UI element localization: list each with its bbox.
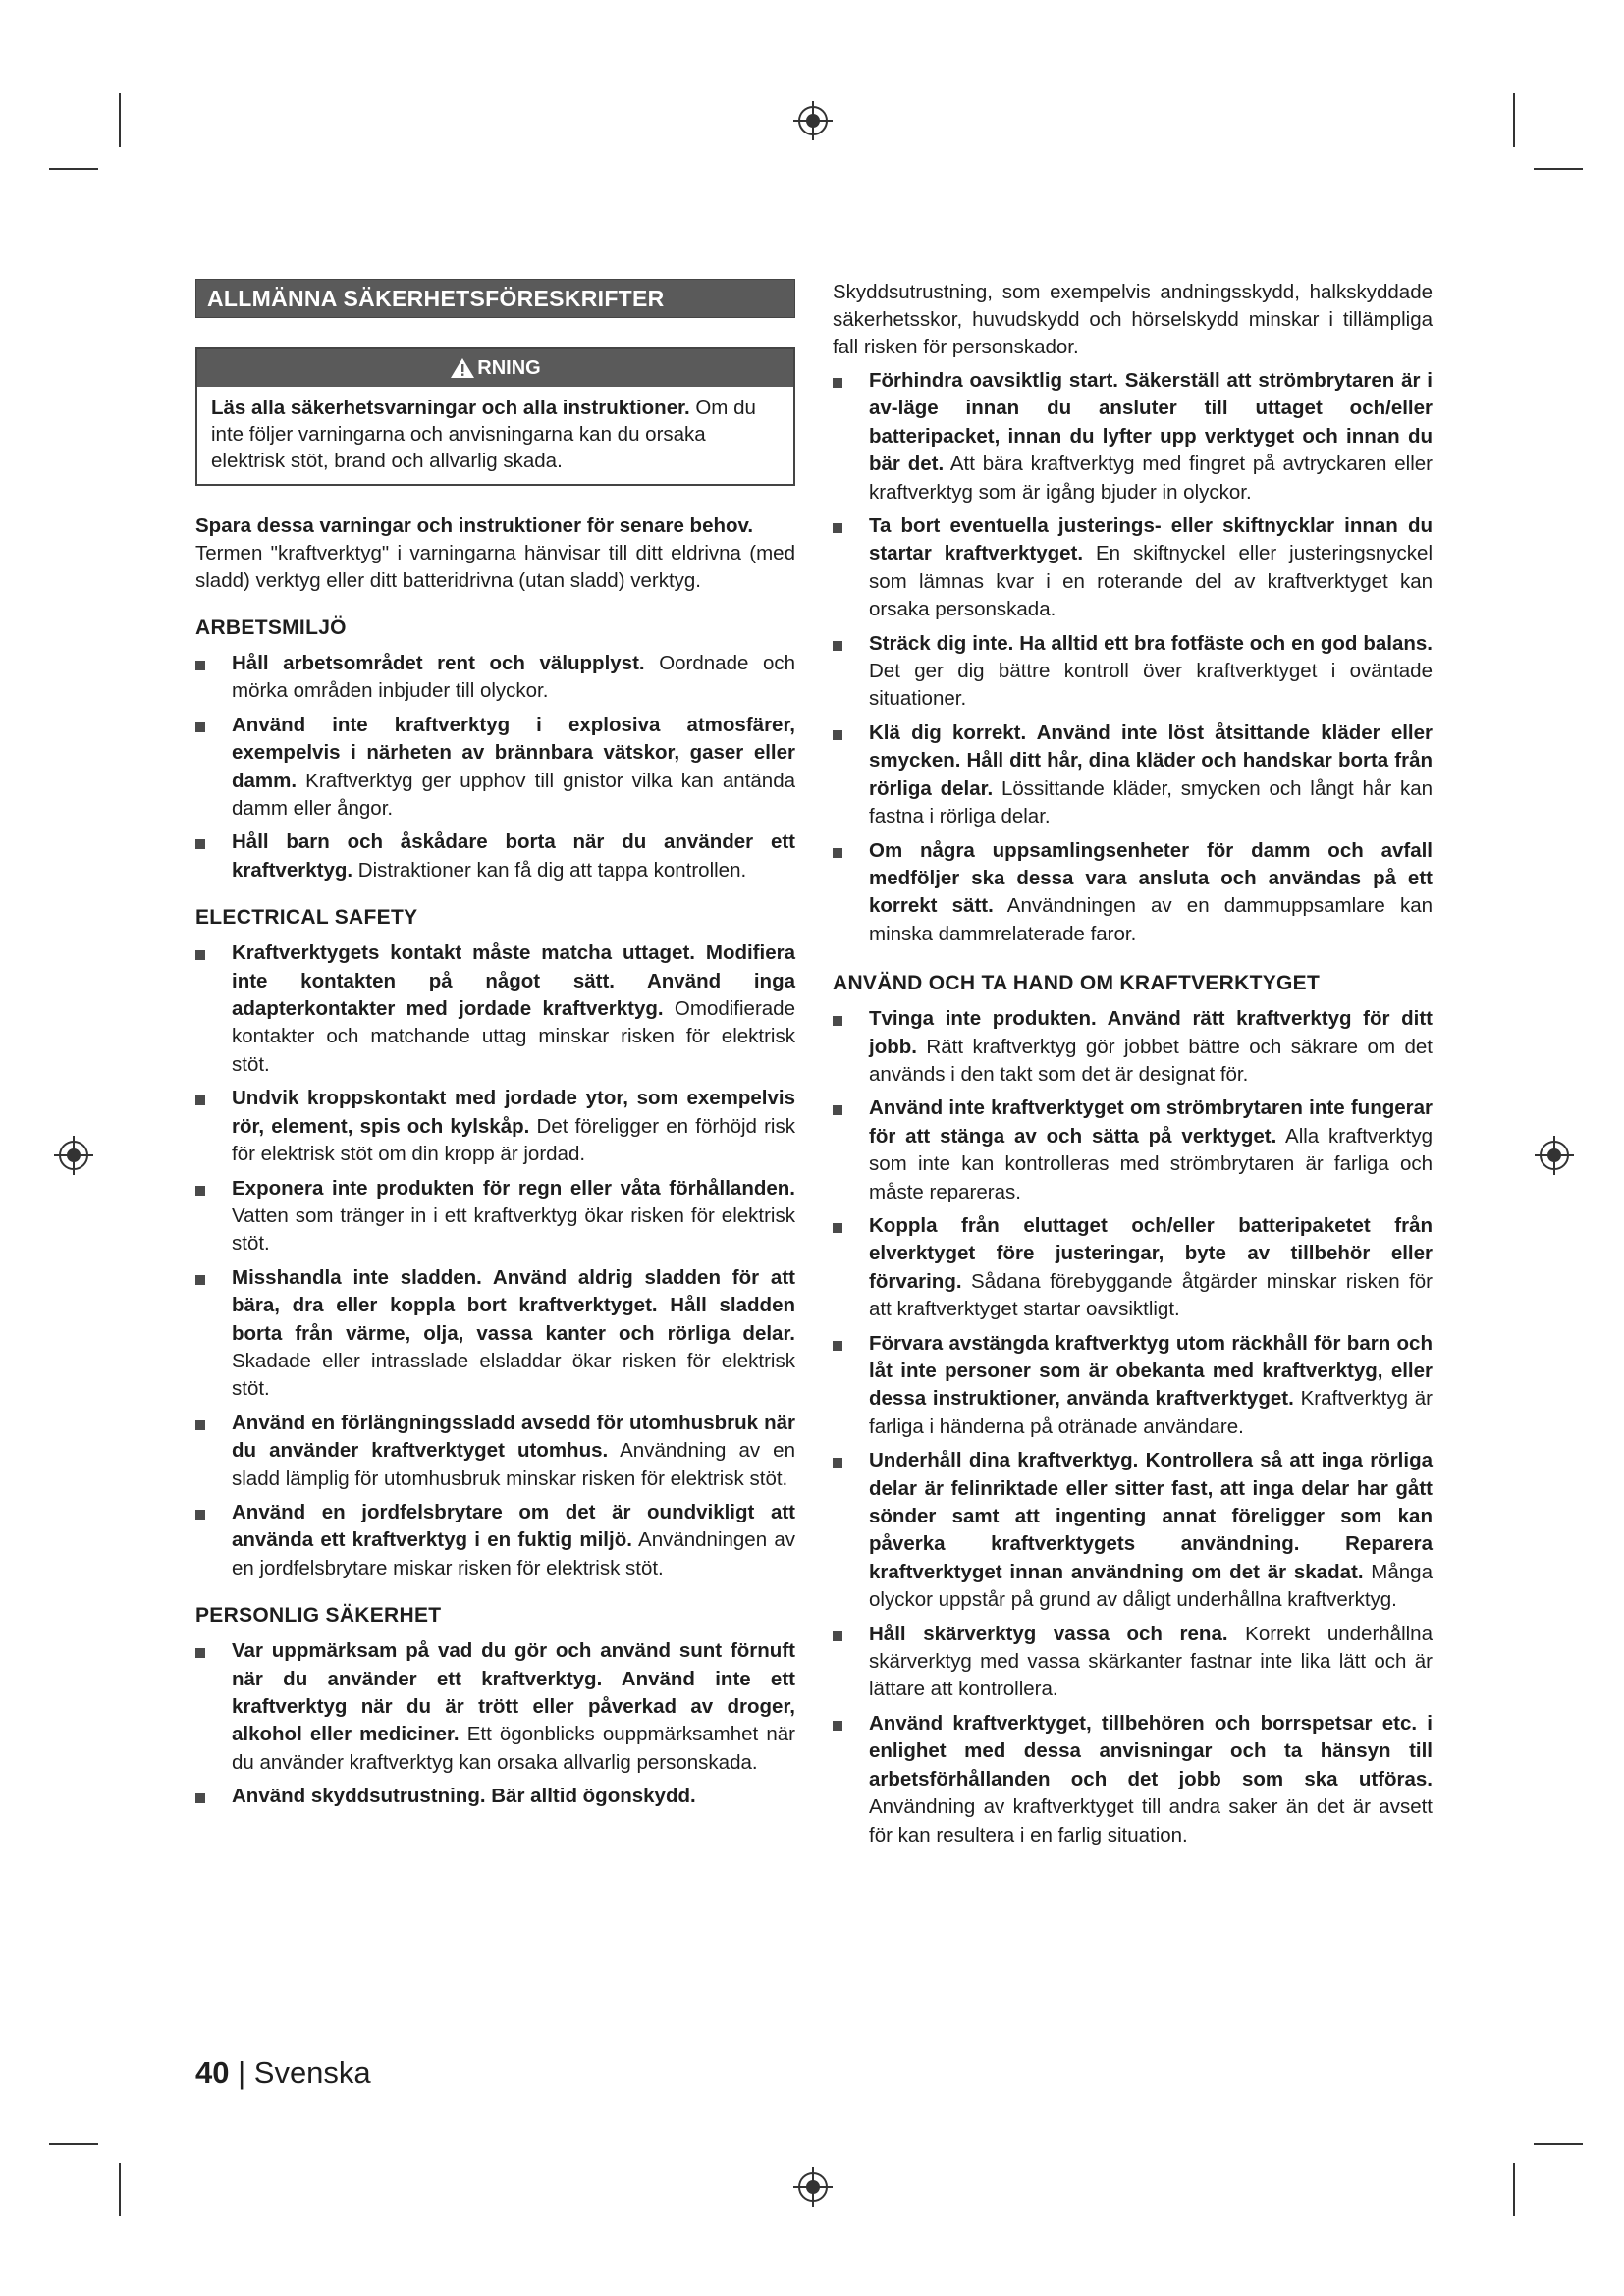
warning-box <box>195 347 795 486</box>
bullet-square-icon <box>195 1275 205 1285</box>
bullet-square-icon <box>195 722 205 732</box>
list-item <box>833 720 1433 831</box>
item-bold: Förhindra oavsiktlig start. Säkerställ att strömbrytaren är i av-läge innan du ansluter till uttaget och/eller batteripacket, innan du lyfter upp verktyget och innan du bär det. <box>869 369 1433 476</box>
list-item <box>195 1085 795 1168</box>
item-bold: Undvik kroppskontakt med jordade ytor, som exempelvis rör, element, spis och kylskåp. <box>232 1087 795 1138</box>
list-item <box>195 1499 795 1582</box>
item-text: Sådana förebyggande åtgärder minskar risken för att kraftverktyget startar oavsiktligt. <box>869 1269 1433 1321</box>
use-and-care-list <box>833 1005 1433 1849</box>
bullet-square-icon <box>195 1510 205 1520</box>
footer-language: Svenska <box>253 2056 371 2090</box>
footer-separator: | <box>229 2056 254 2090</box>
item-bold: Klä dig korrekt. Använd inte löst åtsittande kläder eller smycken. Håll ditt hår, dina kläder och handskar borta från rörliga delar. <box>869 721 1433 800</box>
item-text: Användning av en sladd lämplig för utomhusbruk minskar risken för elektrisk stöt. <box>232 1439 795 1490</box>
personal-safety-list <box>195 1637 795 1810</box>
item-bold: Förvara avstängda kraftverktyg utom räckhåll för barn och låt inte personer som är obekanta med kraftverktyg, eller dessa instruktioner, använda kraftverktyget. <box>869 1331 1433 1411</box>
item-bold: Använd inte kraftverktyg i explosiva atmosfärer, exempelvis i närheten av brännbara vätskor, gaser eller damm. <box>232 713 795 792</box>
list-item <box>195 1410 795 1493</box>
list-item <box>833 1212 1433 1324</box>
left-column <box>195 279 795 1817</box>
bullet-square-icon <box>833 1458 842 1468</box>
crop-mark <box>119 2163 121 2216</box>
registration-mark-icon <box>790 98 836 143</box>
warning-body <box>197 387 793 484</box>
crop-mark <box>49 168 98 170</box>
item-text: Vatten som tränger in i ett kraftverktyg ökar risken för elektrisk stöt. <box>232 1203 795 1255</box>
list-item <box>195 828 795 884</box>
bullet-square-icon <box>833 641 842 651</box>
list-item <box>195 1783 795 1810</box>
electrical-safety-list <box>195 939 795 1582</box>
registration-mark-icon <box>1532 1133 1577 1178</box>
crop-mark <box>119 93 121 147</box>
item-text: Rätt kraftverktyg gör jobbet bättre och säkrare om det används i den takt som det är designat för. <box>869 1035 1433 1086</box>
registration-mark-icon <box>790 2164 836 2210</box>
heading-work-area: ARBETSMILJÖ <box>195 616 347 639</box>
warning-header <box>197 349 793 387</box>
crop-mark <box>1513 2163 1515 2216</box>
bullet-square-icon <box>195 1793 205 1803</box>
item-text: Användningen av en jordfelsbrytare miskar risken för elektrisk stöt. <box>232 1528 795 1579</box>
bullet-square-icon <box>833 1631 842 1641</box>
item-bold: Använd en jordfelsbrytare om det är oundvikligt att använda ett kraftverktyg i en fuktig miljö. <box>232 1500 795 1552</box>
list-item <box>195 1175 795 1258</box>
heading-electrical-safety: ELECTRICAL SAFETY <box>195 906 418 930</box>
item-bold: Koppla från eluttaget och/eller batteripaketet från elverktyget före justeringar, byte av tillbehör eller förvaring. <box>869 1213 1433 1293</box>
item-bold: Använd kraftverktyget, tillbehören och borrspetsar etc. i enlighet med dessa anvisningar och ta hänsyn till arbetsförhållanden och det jobb som ska utföras. <box>869 1711 1433 1790</box>
bullet-square-icon <box>195 1186 205 1196</box>
crop-mark <box>1534 2143 1583 2145</box>
bullet-square-icon <box>833 1016 842 1026</box>
item-text: Användningen av en dammuppsamlare kan minska dammrelaterade faror. <box>869 894 1433 945</box>
page-number: 40 <box>195 2056 230 2090</box>
item-text: Distraktioner kan få dig att tappa kontrollen. <box>352 858 747 881</box>
bullet-square-icon <box>195 1420 205 1430</box>
bullet-square-icon <box>833 1223 842 1233</box>
list-item <box>195 1637 795 1777</box>
bullet-square-icon <box>833 730 842 740</box>
bullet-square-icon <box>195 839 205 849</box>
item-text: En skiftnyckel eller justeringsnyckel som lämnas kvar i en roterande del av kraftverktyget kan orsaka personskada. <box>869 542 1433 621</box>
item-text: Lössittande kläder, smycken och långt hår kan fastna i rörliga delar. <box>869 776 1433 828</box>
item-bold: Håll skärverktyg vassa och rena. <box>869 1622 1228 1645</box>
item-bold: Underhåll dina kraftverktyg. Kontrollera så att inga rörliga delar är felinriktade eller sitter fast, att inga delar har gått sönder samt att ingenting annat föreligger som kan påverka kraftverktygets användning. Reparera kraftverktyget innan användning om det är skadat. <box>869 1449 1433 1583</box>
protective-equipment-continuation: Skyddsutrustning, som exempelvis andningsskydd, halkskyddade säkerhetsskor, huvudskydd och hörselskydd minskar i tillämpliga fall risken för personskador. <box>833 281 1433 358</box>
section-title: ALLMÄNNA SÄKERHETSFÖRESKRIFTER <box>195 279 795 318</box>
list-item <box>833 1095 1433 1206</box>
list-item <box>833 837 1433 949</box>
list-item <box>195 712 795 824</box>
bullet-square-icon <box>195 1095 205 1105</box>
heading-use-and-care: ANVÄND OCH TA HAND OM KRAFTVERKTYGET <box>833 972 1321 995</box>
list-item <box>833 367 1433 507</box>
item-bold: Håll barn och åskådare borta när du använder ett kraftverktyg. <box>232 830 795 881</box>
list-item <box>833 1621 1433 1704</box>
item-bold: Misshandla inte sladden. Använd aldrig sladden för att bära, dra eller koppla bort kraftverktyget. Håll sladden borta från värme, olja, vassa kanter och rörliga delar. <box>232 1265 795 1345</box>
list-item <box>833 512 1433 624</box>
item-text: Det ger dig bättre kontroll över kraftverktyget i oväntade situationer. <box>869 660 1433 711</box>
list-item <box>195 650 795 706</box>
item-text: Det föreligger en förhöjd risk för elektrisk stöt om din kropp är jordad. <box>232 1114 795 1166</box>
item-bold: Om några uppsamlingsenheter för damm och avfall medföljer ska dessa vara ansluta och användas på ett korrekt sätt. <box>869 838 1433 918</box>
save-instructions: Spara dessa varningar och instruktioner för senare behov. <box>195 514 754 537</box>
personal-safety-list-continued <box>833 367 1433 948</box>
item-bold: Använd inte kraftverktyget om strömbrytaren inte fungerar för att stänga av och sätta på verktyget. <box>869 1096 1433 1148</box>
item-text: Omodifierade kontakter och matchande uttag minskar risken för elektrisk stöt. <box>232 997 795 1076</box>
crop-mark <box>1513 93 1515 147</box>
item-bold: Kraftverktygets kontakt måste matcha uttaget. Modifiera inte kontakten på något sätt. Använd inga adapterkontakter med jordade kraftverktyg. <box>232 941 795 1021</box>
list-item <box>833 630 1433 714</box>
item-text: Kraftverktyg ger upphov till gnistor vilka kan antända damm eller ångor. <box>232 769 795 821</box>
list-item <box>833 1330 1433 1442</box>
item-bold: Sträck dig inte. Ha alltid ett bra fotfäste och en god balans. <box>869 631 1433 655</box>
item-text: Att bära kraftverktyg med fingret på avtryckaren eller kraftverktyg som är igång bjuder in olyckor. <box>869 453 1433 504</box>
crop-mark <box>1534 168 1583 170</box>
item-bold: Var uppmärksam på vad du gör och använd sunt förnuft när du använder ett kraftverktyg. Använd inte ett kraftverktyg när du är trött eller påverkad av droger, alkohol eller mediciner. <box>232 1639 795 1746</box>
list-item <box>195 939 795 1079</box>
bullet-square-icon <box>195 1648 205 1658</box>
page-footer <box>195 2056 371 2091</box>
warning-text: Om du inte följer varningarna och anvisningarna kan du orsaka elektrisk stöt, brand och allvarlig skada. <box>211 397 756 472</box>
item-bold: Använd en förlängningssladd avsedd för utomhusbruk när du använder kraftverktyget utomhus. <box>232 1411 795 1463</box>
warning-title: RNING <box>477 356 541 379</box>
item-text: Ett ögonblicks ouppmärksamhet när du använder kraftverktyg kan orsaka allvarlig personskada. <box>232 1723 795 1774</box>
bullet-square-icon <box>833 1341 842 1351</box>
registration-mark-icon <box>51 1133 96 1178</box>
item-text: Skadade eller intrasslade elsladdar ökar risken för elektrisk stöt. <box>232 1349 795 1401</box>
item-bold: Tvinga inte produkten. Använd rätt kraftverktyg för ditt jobb. <box>869 1007 1433 1058</box>
crop-mark <box>49 2143 98 2145</box>
bullet-square-icon <box>833 848 842 858</box>
list-item <box>833 1447 1433 1614</box>
item-bold: Ta bort eventuella justerings- eller skiftnycklar innan du startar kraftverktyget. <box>869 514 1433 565</box>
item-text: Kraftverktyg är farliga i händerna på otränade användare. <box>869 1387 1433 1438</box>
item-bold: Håll arbetsområdet rent och välupplyst. <box>232 652 645 674</box>
item-text: Oordnade och mörka områden inbjuder till olyckor. <box>232 652 796 703</box>
item-text: Användning av kraftverktyget till andra saker än det är avsett för kan resultera i en farlig situation. <box>869 1795 1433 1846</box>
right-column <box>833 279 1433 1855</box>
warning-triangle-icon <box>450 357 475 379</box>
warning-bold-text: Läs alla säkerhetsvarningar och alla instruktioner. <box>211 397 690 419</box>
item-bold: Exponera inte produkten för regn eller våta förhållanden. <box>232 1176 795 1200</box>
bullet-square-icon <box>833 378 842 388</box>
list-item <box>833 1005 1433 1089</box>
bullet-square-icon <box>195 950 205 960</box>
bullet-square-icon <box>833 523 842 533</box>
bullet-square-icon <box>833 1721 842 1731</box>
item-bold: Använd skyddsutrustning. Bär alltid ögonskydd. <box>232 1785 696 1808</box>
item-text: Alla kraftverktyg som inte kan kontrolleras med strömbrytaren är farliga och måste repareras. <box>869 1124 1433 1203</box>
term-definition: Termen "kraftverktyg" i varningarna hänvisar till ditt eldrivna (med sladd) verktyg eller ditt batteridrivna (utan sladd) verktyg. <box>195 542 795 592</box>
bullet-square-icon <box>195 661 205 670</box>
item-text: Många olyckor uppstår på grund av dåligt underhållna kraftverktyg. <box>869 1560 1433 1612</box>
work-area-list <box>195 650 795 884</box>
bullet-square-icon <box>833 1105 842 1115</box>
heading-personal-safety: PERSONLIG SÄKERHET <box>195 1604 442 1628</box>
list-item <box>833 1710 1433 1849</box>
list-item <box>195 1264 795 1404</box>
item-text: Korrekt underhållna skärverktyg med vassa skärkanter fastnar inte lika lätt och är lättare att kontrollera. <box>869 1622 1433 1701</box>
